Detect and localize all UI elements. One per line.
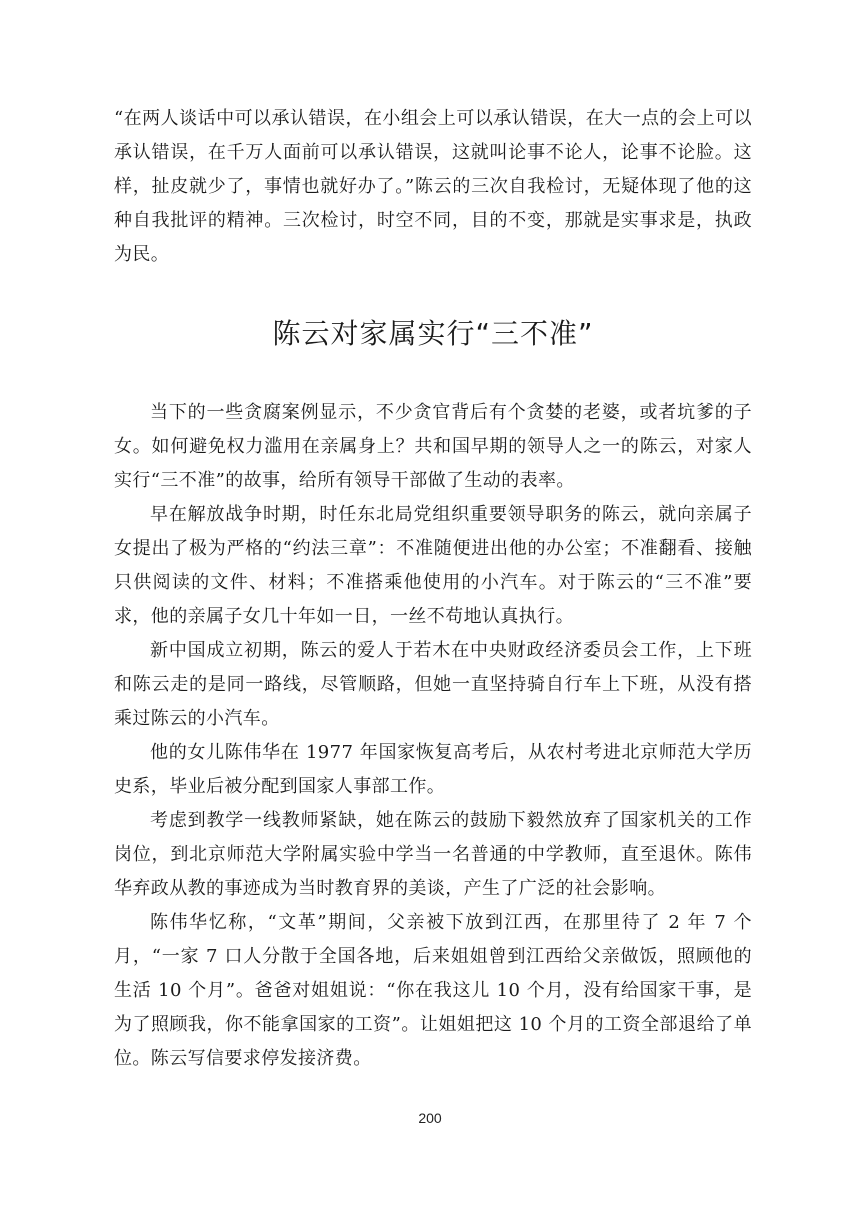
body-paragraph: 考虑到教学一线教师紧缺，她在陈云的鼓励下毅然放弃了国家机关的工作岗位，到北京师范大学附属实验中学当一名普通的中学教师，直至退休。陈伟华弃政从教的事迹成为当时教育界的美谈，产生了广泛的社会影响。: [114, 810, 752, 899]
body-paragraph: 当下的一些贪腐案例显示，不少贪官背后有个贪婪的老婆，或者坑爹的子女。如何避免权力滥用在亲属身上？共和国早期的领导人之一的陈云，对家人实行“三不准”的故事，给所有领导干部做了生动的表率。: [114, 402, 752, 491]
section-title: 陈云对家属实行“三不准”: [272, 317, 594, 350]
page-number: 200: [418, 1110, 442, 1126]
body-paragraph: 早在解放战争时期，时任东北局党组织重要领导职务的陈云，就向亲属子女提出了极为严格的“约法三章”：不准随便进出他的办公室；不准翻看、接触只供阅读的文件、材料；不准搭乘他使用的小汽车。对于陈云的“三不准”要求，他的亲属子女几十年如一日，一丝不苟地认真执行。: [114, 504, 752, 627]
body-paragraph: 他的女儿陈伟华在 1977 年国家恢复高考后，从农村考进北京师范大学历史系，毕业后被分配到国家人事部工作。: [114, 742, 752, 797]
intro-paragraph: “在两人谈话中可以承认错误，在小组会上可以承认错误，在大一点的会上可以承认错误，在千万人面前可以承认错误，这就叫论事不论人，论事不论脸。这样，扯皮就少了，事情也就好办了。”陈云的三次自我检讨，无疑体现了他的这种自我批评的精神。三次检讨，时空不同，目的不变，那就是实事求是，执政为民。: [114, 108, 752, 265]
document-page: [114, 102, 752, 1076]
body-paragraph: 新中国成立初期，陈云的爱人于若木在中央财政经济委员会工作，上下班和陈云走的是同一路线，尽管顺路，但她一直坚持骑自行车上下班，从没有搭乘过陈云的小汽车。: [114, 640, 752, 729]
body-paragraph: 陈伟华忆称，“文革”期间，父亲被下放到江西，在那里待了 2 年 7 个月，“一家 7 口人分散于全国各地，后来姐姐曾到江西给父亲做饭，照顾他的生活 10 个月”。爸爸对姐姐说：“你在我这儿 10 个月，没有给国家干事，是为了照顾我，你不能拿国家的工资”。让姐姐把这 10 个月的工资全部退给了单位。陈云写信要求停发接济费。: [114, 912, 752, 1069]
